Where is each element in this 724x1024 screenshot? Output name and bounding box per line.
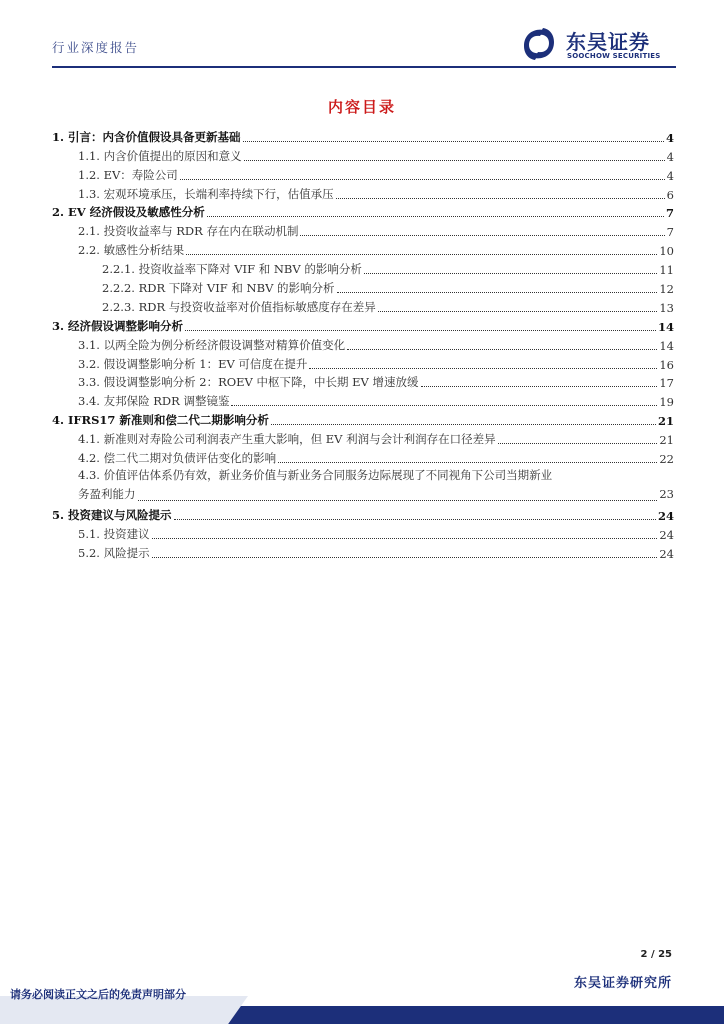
toc-entry-label: 1.2. EV：寿险公司 bbox=[78, 167, 178, 182]
toc-entry-page: 6 bbox=[666, 187, 674, 202]
leader-dots bbox=[152, 538, 658, 539]
toc-entry-page: 16 bbox=[659, 357, 674, 372]
leader-dots bbox=[278, 462, 657, 463]
leader-dots bbox=[243, 141, 664, 142]
toc-entry-page: 11 bbox=[659, 263, 674, 278]
toc-entry-3-2[interactable] bbox=[52, 353, 674, 372]
toc-entry-3-1[interactable] bbox=[52, 334, 674, 353]
toc-entry-label: 2. EV 经济假设及敏感性分析 bbox=[52, 205, 205, 220]
toc-entry-label: 1.1. 内含价值提出的原因和意义 bbox=[78, 148, 242, 163]
toc-entry-label: 3.3. 假设调整影响分析 2：ROEV 中枢下降，中长期 EV 增速放缓 bbox=[78, 375, 419, 390]
toc-entry-page: 4 bbox=[665, 130, 674, 145]
toc-entry-2-2-2[interactable] bbox=[52, 277, 674, 296]
header-divider bbox=[52, 66, 676, 68]
company-logo bbox=[518, 24, 678, 64]
toc-entry-page: 4 bbox=[666, 149, 674, 164]
leader-dots bbox=[337, 292, 658, 293]
toc-entry-3-4[interactable] bbox=[52, 390, 674, 409]
leader-dots bbox=[244, 160, 665, 161]
leader-dots bbox=[180, 179, 665, 180]
toc-entry-label: 2.2.1. 投资收益率下降对 VIF 和 NBV 的影响分析 bbox=[102, 262, 362, 277]
toc-entry-3[interactable] bbox=[52, 315, 674, 334]
toc-entry-label: 3.2. 假设调整影响分析 1：EV 可信度在提升 bbox=[78, 356, 308, 371]
toc-entry-page: 14 bbox=[659, 338, 674, 353]
toc-entry-label: 1. 引言：内含价值假设具备更新基础 bbox=[52, 129, 241, 144]
toc-entry-label: 3.4. 友邦保险 RDR 调整镜鉴 bbox=[78, 394, 230, 409]
toc-entry-label: 1.3. 宏观环境承压，长端利率持续下行，估值承压 bbox=[78, 186, 334, 201]
leader-dots bbox=[186, 254, 657, 255]
toc-entry-4[interactable] bbox=[52, 409, 674, 428]
leader-dots bbox=[300, 235, 664, 236]
toc-entry-2[interactable] bbox=[52, 202, 674, 221]
leader-dots bbox=[309, 368, 657, 369]
toc-entry-5-1[interactable] bbox=[52, 523, 674, 542]
toc-entry-label: 5. 投资建议与风险提示 bbox=[52, 507, 172, 522]
toc-entry-1-3[interactable] bbox=[52, 183, 674, 202]
toc-entry-4-2[interactable] bbox=[52, 447, 674, 466]
leader-dots bbox=[174, 519, 656, 520]
toc-entry-page: 24 bbox=[657, 508, 674, 523]
toc-entry-page: 24 bbox=[659, 527, 674, 542]
toc-entry-2-2-3[interactable] bbox=[52, 296, 674, 315]
toc-entry-label: 4. IFRS17 新准则和偿二代二期影响分析 bbox=[52, 413, 269, 428]
toc-entry-page: 21 bbox=[657, 414, 674, 429]
leader-dots bbox=[347, 349, 657, 350]
toc-entry-label: 5.2. 风险提示 bbox=[78, 545, 150, 560]
toc-entry-page: 13 bbox=[659, 300, 674, 315]
toc-entry-label-line2: 务盈利能力 bbox=[78, 486, 136, 501]
toc-entry-label: 4.2. 偿二代二期对负债评估变化的影响 bbox=[78, 451, 277, 466]
toc-entry-2-2-1[interactable] bbox=[52, 258, 674, 277]
toc-entry-page: 21 bbox=[659, 433, 674, 448]
toc-entry-2-2[interactable] bbox=[52, 239, 674, 258]
logo-chinese-name: 东吴证券 bbox=[566, 30, 650, 54]
toc-entry-page: 7 bbox=[666, 225, 674, 240]
toc-entry-1-1[interactable] bbox=[52, 145, 674, 164]
leader-dots bbox=[138, 500, 658, 501]
report-type-label: 行业深度报告 bbox=[52, 40, 140, 55]
toc-entry-1[interactable] bbox=[52, 126, 674, 145]
toc-entry-label: 2.2. 敏感性分析结果 bbox=[78, 243, 185, 258]
leader-dots bbox=[421, 386, 658, 387]
toc-entry-label: 2.1. 投资收益率与 RDR 存在内在联动机制 bbox=[78, 224, 299, 239]
leader-dots bbox=[231, 405, 657, 406]
toc-entry-page: 17 bbox=[659, 376, 674, 391]
page-number: 2 / 25 bbox=[640, 949, 672, 960]
toc-entry-label: 3.1. 以两全险为例分析经济假设调整对精算价值变化 bbox=[78, 337, 346, 352]
toc-entry-page: 23 bbox=[659, 486, 674, 501]
leader-dots bbox=[378, 311, 658, 312]
toc-entry-label: 2.2.3. RDR 与投资收益率对价值指标敏感度存在差异 bbox=[102, 299, 376, 314]
toc-entry-page: 12 bbox=[659, 282, 674, 297]
leader-dots bbox=[271, 424, 656, 425]
leader-dots bbox=[498, 443, 658, 444]
toc-entry-page: 7 bbox=[665, 206, 674, 221]
toc-entry-5-2[interactable] bbox=[52, 542, 674, 561]
toc-entry-page: 10 bbox=[659, 244, 674, 259]
toc-entry-label: 4.1. 新准则对寿险公司利润表产生重大影响，但 EV 利润与会计利润存在口径差异 bbox=[78, 432, 496, 447]
toc-entry-2-1[interactable] bbox=[52, 220, 674, 239]
leader-dots bbox=[364, 273, 658, 274]
toc-title: 内容目录 bbox=[327, 98, 396, 116]
soochow-logo-icon bbox=[518, 24, 560, 64]
toc-entry-label: 2.2.2. RDR 下降对 VIF 和 NBV 的影响分析 bbox=[102, 281, 335, 296]
toc-entry-page: 4 bbox=[666, 168, 674, 183]
toc-entry-label: 3. 经济假设调整影响分析 bbox=[52, 318, 184, 333]
toc-entry-5[interactable] bbox=[52, 504, 674, 523]
toc-entry-4-3[interactable] bbox=[52, 466, 674, 504]
leader-dots bbox=[207, 216, 664, 217]
research-institute-label: 东吴证券研究所 bbox=[573, 976, 672, 991]
disclaimer-notice: 请务必阅读正文之后的免责声明部分 bbox=[10, 988, 186, 1001]
toc-entry-label-line1: 4.3. 价值评估体系仍有效，新业务价值与新业务合同服务边际展现了不同视角下公司当期新业 bbox=[78, 468, 553, 483]
table-of-contents bbox=[52, 126, 674, 561]
toc-entry-page: 22 bbox=[659, 452, 674, 467]
leader-dots bbox=[185, 330, 656, 331]
toc-entry-page: 19 bbox=[659, 395, 674, 410]
toc-entry-4-1[interactable] bbox=[52, 428, 674, 447]
toc-entry-page: 14 bbox=[657, 319, 674, 334]
leader-dots bbox=[152, 557, 658, 558]
toc-entry-page: 24 bbox=[659, 546, 674, 561]
toc-entry-1-2[interactable] bbox=[52, 164, 674, 183]
toc-entry-3-3[interactable] bbox=[52, 372, 674, 391]
logo-english-name: SOOCHOW SECURITIES bbox=[567, 52, 661, 60]
leader-dots bbox=[336, 198, 665, 199]
toc-entry-label: 5.1. 投资建议 bbox=[78, 526, 150, 541]
